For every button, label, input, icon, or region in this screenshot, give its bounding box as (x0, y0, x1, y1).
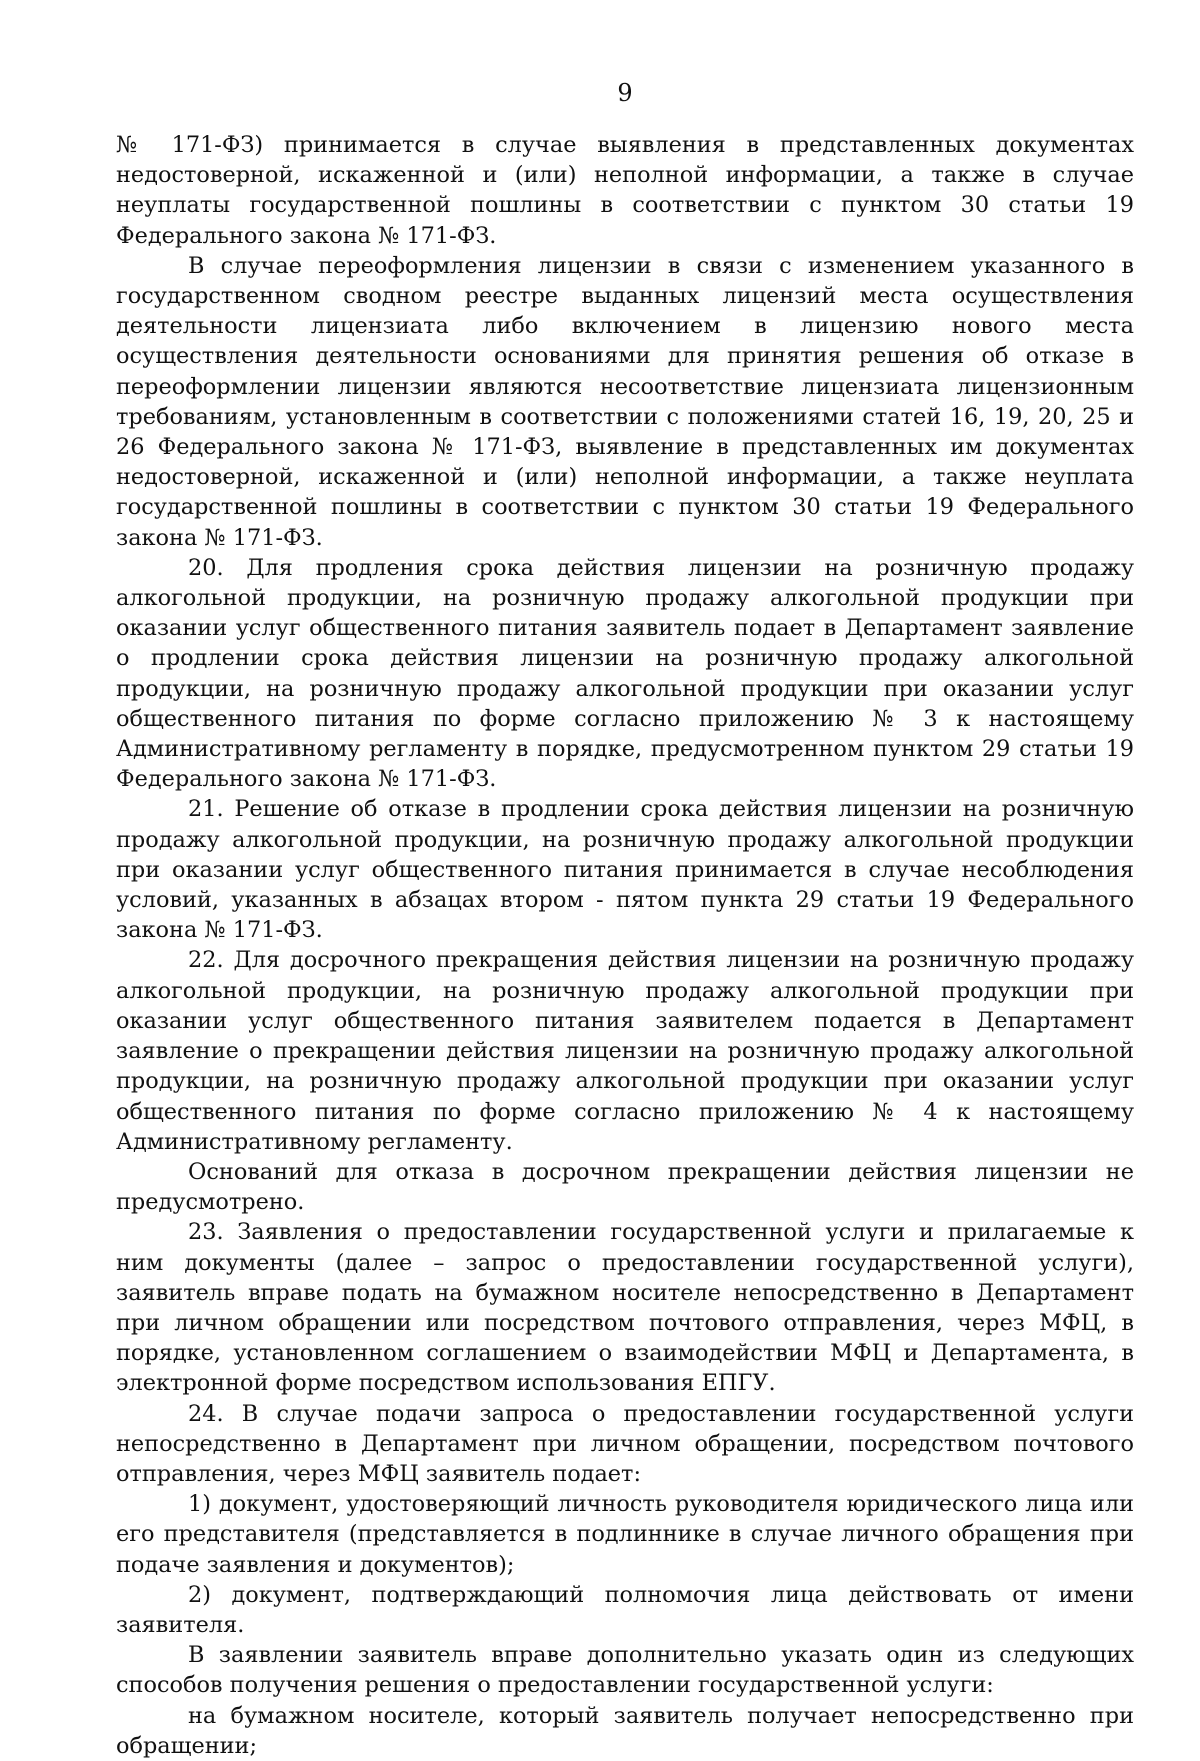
paragraph-delivery-methods: В заявлении заявитель вправе дополнительно указать один из следующих способов получения решения о предоставлении государственной услуги: (116, 1642, 1134, 1699)
list-item-1: 1) документ, удостоверяющий личность руководителя юридического лица или его представителя (представляется в подлиннике в случае личного обращения при подаче заявления и документов); (116, 1491, 1134, 1578)
paragraph-continuation: № 171-ФЗ) принимается в случае выявления в представленных документах недостоверной, искаженной и (или) неполной информации, а также в случае неуплаты государственной пошлины в соответствии с пунктом 30 статьи 19 Федерального закона № 171-ФЗ. (116, 132, 1134, 249)
paragraph-paper-method: на бумажном носителе, который заявитель получает непосредственно при обращении; (116, 1702, 1134, 1759)
paragraph-21: 21. Решение об отказе в продлении срока действия лицензии на розничную продажу алкогольной продукции, на розничную продажу алкогольной продукции при оказании услуг общественного питания принимается в случае несоблюдения условий, указанных в абзацах втором - пятом пункта 29 статьи 19 Федерального закона № 171-ФЗ. (116, 796, 1134, 944)
list-item-2: 2) документ, подтверждающий полномочия лица действовать от имени заявителя. (116, 1581, 1134, 1638)
paragraph-24: 24. В случае подачи запроса о предоставлении государственной услуги непосредственно в Департамент при личном обращении, посредством почтового отправления, через МФЦ заявитель подает: (116, 1400, 1134, 1487)
paragraph-23: 23. Заявления о предоставлении государственной услуги и прилагаемые к ним документы (далее – запрос о предоставлении государственной услуги), заявитель вправе подать на бумажном носителе непосредственно в Департамент при личном обращении или посредством почтового отправления, через МФЦ, в порядке, установленном соглашением о взаимодействии МФЦ и Департамента, в электронной форме посредством использования ЕПГУ. (116, 1219, 1134, 1397)
paragraph-22: 22. Для досрочного прекращения действия лицензии на розничную продажу алкогольной продукции, на розничную продажу алкогольной продукции при оказании услуг общественного питания заявителем подается в Департамент заявление о прекращении действия лицензии на розничную продажу алкогольной продукции, на розничную продажу алкогольной продукции при оказании услуг общественного питания по форме согласно приложению № 4 к настоящему Административному регламенту. (116, 947, 1134, 1155)
paragraph-20: 20. Для продления срока действия лицензии на розничную продажу алкогольной продукции, на розничную продажу алкогольной продукции при оказании услуг общественного питания заявитель подает в Департамент заявление о продлении срока действия лицензии на розничную продажу алкогольной продукции, на розничную продажу алкогольной продукции при оказании услуг общественного питания по форме согласно приложению № 3 к настоящему Административному регламенту в порядке, предусмотренном пунктом 29 статьи 19 Федерального закона № 171-ФЗ. (116, 554, 1134, 793)
paragraph-reissue-license: В случае переоформления лицензии в связи с изменением указанного в государственном сводном реестре выданных лицензий места осуществления деятельности лицензиата либо включением в лицензию нового места осуществления деятельности основаниями для принятия решения об отказе в переоформлении лицензии являются несоответствие лицензиата лицензионным требованиям, установленным в соответствии с положениями статей 16, 19, 20, 25 и 26 Федерального закона № 171-ФЗ, выявление в представленных им документах недостоверной, искаженной и (или) неполной информации, а также неуплата государственной пошлины в соответствии с пунктом 30 статьи 19 Федерального закона № 171-ФЗ. (116, 252, 1134, 551)
document-body (116, 130, 1134, 1761)
page-number: 9 (617, 79, 633, 107)
paragraph-no-refusal-grounds: Оснований для отказа в досрочном прекращении действия лицензии не предусмотрено. (116, 1158, 1134, 1216)
